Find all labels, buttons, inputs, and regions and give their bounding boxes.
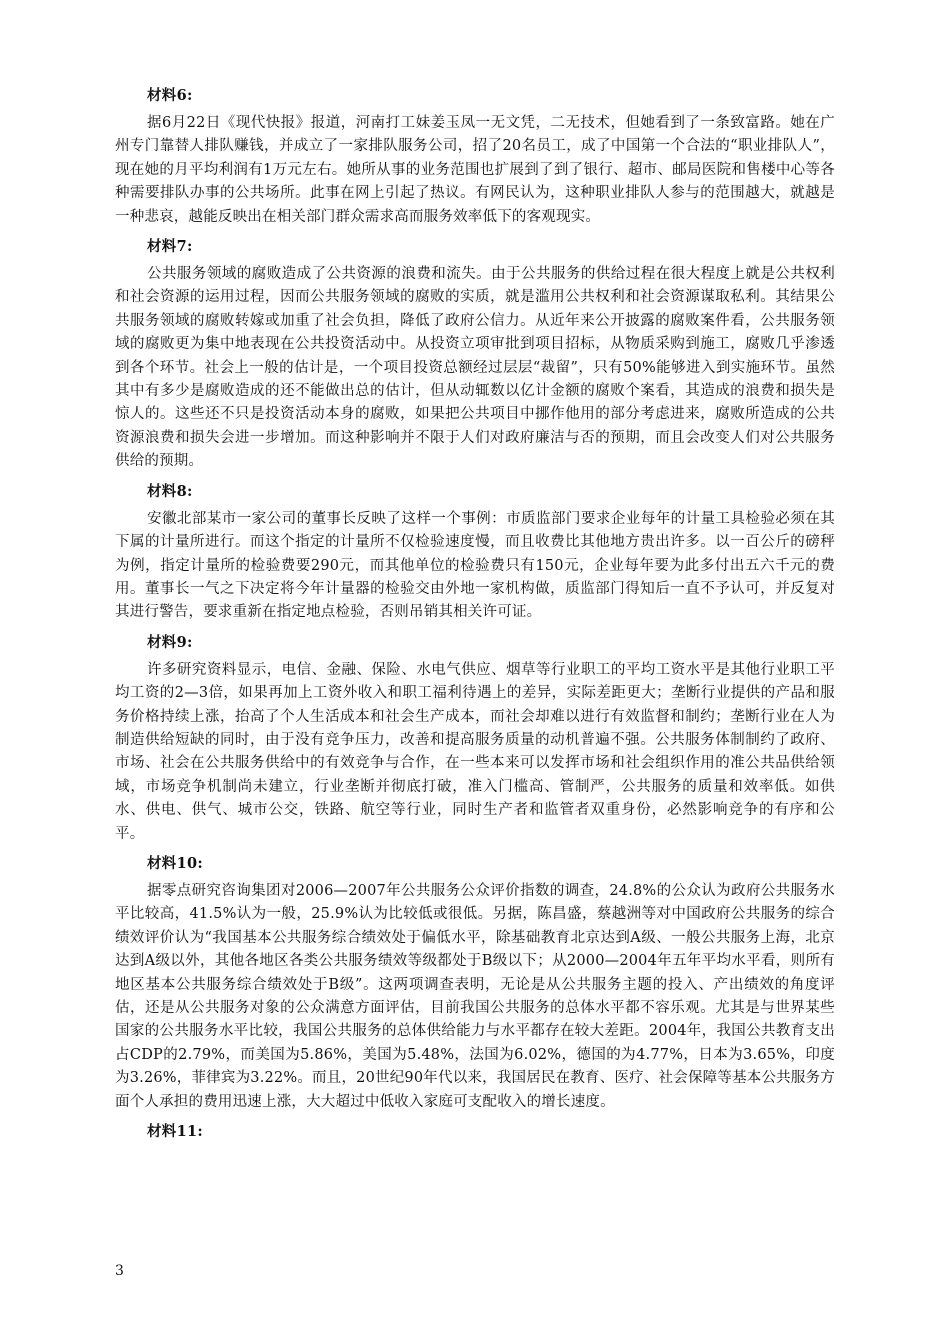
section-title-10: 材料10:	[147, 854, 204, 872]
section-paragraph-9: 许多研究资料显示，电信、金融、保险、水电气供应、烟草等行业职工的平均工资水平是其他行业职工平均工资的2—3倍，如果再加上工资外收入和职工福利待遇上的差异，实际差距更大；垄断行业提供的产品和服务价格持续上涨，抬高了个人生活成本和社会生产成本，而社会却难以进行有效监督和制约；垄断行业在人为制造供给短缺的同时，由于没有竞争压力，改善和提高服务质量的动机普遍不强。公共服务体制制约了政府、市场、社会在公共服务供给中的有效竞争与合作，在一些本来可以发挥市场和社会组织作用的准公共品供给领域，市场竞争机制尚未建立，行业垄断并彻底打破，准入门槛高、管制严，公共服务的质量和效率低。如供水、供电、供气、城市公交，铁路、航空等行业，同时生产者和监管者双重身份，必然影响竞争的有序和公平。	[115, 661, 835, 842]
document-body	[115, 84, 835, 1148]
section-title-6: 材料6:	[147, 87, 193, 104]
section-paragraph-6: 据6月22日《现代快报》报道，河南打工妹姜玉凤一无文凭，二无技术，但她看到了一条致富路。她在广州专门靠替人排队赚钱，并成立了一家排队服务公司，招了20名员工，成了中国第一个合法的“职业排队人”，现在她的月平均利润有1万元左右。她所从事的业务范围也扩展到了到了银行、超市、邮局医院和售楼中心等各种需要排队办事的公共场所。此事在网上引起了热议。有网民认为，这种职业排队人参与的范围越大，就越是一种悲哀，越能反映出在相关部门群众需求高而服务效率低下的客观现实。	[115, 115, 835, 225]
section-paragraph-7: 公共服务领域的腐败造成了公共资源的浪费和流失。由于公共服务的供给过程在很大程度上就是公共权利和社会资源的运用过程，因而公共服务领域的腐败的实质，就是滥用公共权利和社会资源谋取私利。其结果公共服务领域的腐败转嫁或加重了社会负担，降低了政府公信力。从近年来公开披露的腐败案件看，公共服务领域的腐败更为集中地表现在公共投资活动中。从投资立项审批到项目招标，从物质采购到施工，腐败几乎渗透到各个环节。社会上一般的估计是，一个项目投资总额经过层层“裁留”，只有50%能够进入到实施环节。虽然其中有多少是腐败造成的还不能做出总的估计，但从动辄数以亿计金额的腐败个案看，其造成的浪费和损失是惊人的。这些还不只是投资活动本身的腐败，如果把公共项目中挪作他用的部分考虑进来，腐败所造成的公共资源浪费和损失会进一步增加。而这种影响并不限于人们对政府廉洁与否的预期，而且会改变人们对公共服务供给的预期。	[115, 266, 835, 470]
section-paragraph-10: 据零点研究咨询集团对2006—2007年公共服务公众评价指数的调查，24.8%的公众认为政府公共服务水平比较高，41.5%认为一般，25.9%认为比较低或很低。另据，陈昌盛，蔡越洲等对中国政府公共服务的综合绩效评价认为“我国基本公共服务综合绩效处于偏低水平，除基础教育北京达到A级、一般公共服务上海，北京达到A级以外，其他各地区各类公共服务绩效等级都处于B级以下；从2000—2004年五年平均水平看，则所有地区基本公共服务综合绩效处于B级”。这两项调查表明，无论是从公共服务主题的投入、产出绩效的角度评估，还是从公共服务对象的公众满意方面评估，目前我国公共服务的总体水平都不容乐观。尤其是与世界某些国家的公共服务水平比较，我国公共服务的总体供给能力与水平都存在较大差距。2004年，我国公共教育支出占CDP的2.79%，而美国为5.86%，美国为5.48%，法国为6.02%，德国的为4.77%，日本为3.65%，印度为3.26%，菲律宾为3.22%。而且，20世纪90年代以来，我国居民在教育、医疗、社会保障等基本公共服务方面个人承担的费用迅速上涨，大大超过中低收入家庭可支配收入的增长速度。	[115, 882, 835, 1110]
section-title-11: 材料11:	[147, 1123, 204, 1141]
section-paragraph-8: 安徽北部某市一家公司的董事长反映了这样一个事例：市质监部门要求企业每年的计量工具检验必须在其下属的计量所进行。而这个指定的计量所不仅检验速度慢，而且收费比其他地方贵出许多。以一百公斤的磅秤为例，指定计量所的检验费要290元，而其他单位的检验费只有150元，企业每年要为此多付出五六千元的费用。董事长一气之下决定将今年计量器的检验交由外地一家机构做，质监部门得知后一直不予认可，并反复对其进行警告，要求重新在指定地点检验，否则吊销其相关许可证。	[115, 510, 835, 621]
page-number: 3	[115, 1263, 124, 1279]
section-title-9: 材料9:	[147, 633, 193, 651]
section-title-8: 材料8:	[147, 482, 193, 500]
section-title-7: 材料7:	[147, 238, 193, 256]
